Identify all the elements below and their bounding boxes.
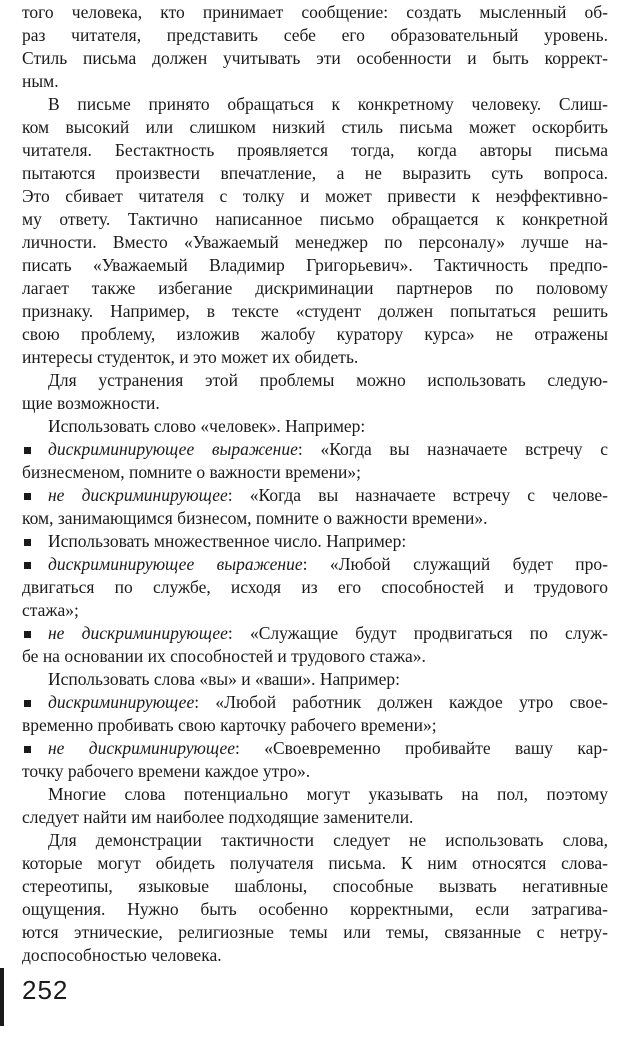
text-line: щие возможности. — [22, 393, 160, 413]
text-line: писать «Уважаемый Владимир Григорьевич». Тактичность предпо- — [22, 255, 608, 275]
text-line: стереотипы, языковые шаблоны, способные вызвать негативные — [22, 876, 608, 896]
text-line: интересы студенток, и это может их обидеть. — [22, 347, 359, 367]
text-line: ощущения. Нужно быть особенно корректными, если затрагива- — [22, 899, 608, 919]
text-line: бе на основании их способностей и трудового стажа». — [22, 646, 426, 666]
text-line: свою проблему, изложив жалобу куратору курса» не отражены — [22, 324, 608, 344]
text-line: лагает также избегание дискриминации партнеров по половому — [22, 278, 608, 298]
paragraph-first-line: Многие слова потенциально могут указывать на пол, поэтому — [48, 784, 608, 804]
text-line: му ответу. Тактично написанное письмо обращается к конкретной — [22, 209, 608, 229]
bullet-marker — [24, 493, 31, 500]
text-line: личности. Вместо «Уважаемый менеджер по персоналу» лучше на- — [22, 232, 608, 252]
text-line: стажа»; — [22, 600, 79, 620]
text-line: ком высокий или слишком низкий стиль письма может оскорбить — [22, 117, 608, 137]
text-line: ным. — [22, 71, 59, 91]
text-line: ются этнические, религиозные темы или темы, связанные с нетру- — [22, 922, 608, 942]
paragraph-first-line: Для устранения этой проблемы можно использовать следую- — [48, 370, 608, 390]
text-line: Стиль письма должен учитывать эти особенности и быть коррект- — [22, 48, 608, 68]
bullet-item: Использовать множественное число. Например: — [48, 530, 608, 553]
bullet-marker — [24, 562, 31, 569]
paragraph-first-line: Использовать слово «человек». Например: — [48, 416, 366, 436]
bullet-item: дискриминирующее выражение: «Когда вы назначаете встречу с — [48, 438, 608, 461]
text-line: Это сбивает читателя с толку и может привести к неэффективно- — [22, 186, 608, 206]
text-line: признаку. Например, в тексте «студент должен попытаться решить — [22, 301, 608, 321]
bullet-item: не дискриминирующее: «Служащие будут продвигаться по служ- — [48, 622, 608, 645]
bullet-item: не дискриминирующее: «Когда вы назначаете встречу с челове- — [48, 484, 608, 507]
bullet-item: дискриминирующее выражение: «Любой служащий будет про- — [48, 553, 608, 576]
text-line: ком, занимающимся бизнесом, помните о важности времени». — [22, 508, 488, 528]
paragraph-first-line: Использовать слова «вы» и «ваши». Например: — [48, 669, 400, 689]
page-number: 252 — [22, 975, 69, 1005]
text-line: бизнесменом, помните о важности времени»; — [22, 462, 362, 482]
paragraph-first-line: В письме принято обращаться к конкретному человеку. Слиш- — [48, 94, 608, 114]
bullet-marker — [24, 539, 31, 546]
bullet-marker — [24, 700, 31, 707]
text-line: того человека, кто принимает сообщение: создать мысленный об- — [22, 2, 608, 22]
bullet-marker — [24, 631, 31, 638]
text-line: пытаются произвести впечатление, а не выразить суть вопроса. — [22, 163, 608, 183]
text-line: двигаться по службе, исходя из его способностей и трудового — [22, 577, 608, 597]
text-line: раз читателя, представить себе его образовательный уровень. — [22, 25, 608, 45]
margin-bar — [0, 968, 4, 1026]
bullet-marker — [24, 447, 31, 454]
bullet-item: не дискриминирующее: «Своевременно пробивайте вашу кар- — [48, 737, 608, 760]
text-line: доспособностью человека. — [22, 945, 222, 965]
text-line: следует найти им наиболее подходящие заменители. — [22, 807, 414, 827]
text-line: временно пробивать свою карточку рабочего времени»; — [22, 715, 437, 735]
paragraph-first-line: Для демонстрации тактичности следует не использовать слова, — [48, 830, 608, 850]
bullet-marker — [24, 746, 31, 753]
text-line: точку рабочего времени каждое утро». — [22, 761, 311, 781]
text-line: которые могут обидеть получателя письма. К ним относятся слова- — [22, 853, 608, 873]
bullet-item: дискриминирующее: «Любой работник должен каждое утро свое- — [48, 691, 608, 714]
text-line: читателя. Бестактность проявляется тогда, когда авторы письма — [22, 140, 608, 160]
